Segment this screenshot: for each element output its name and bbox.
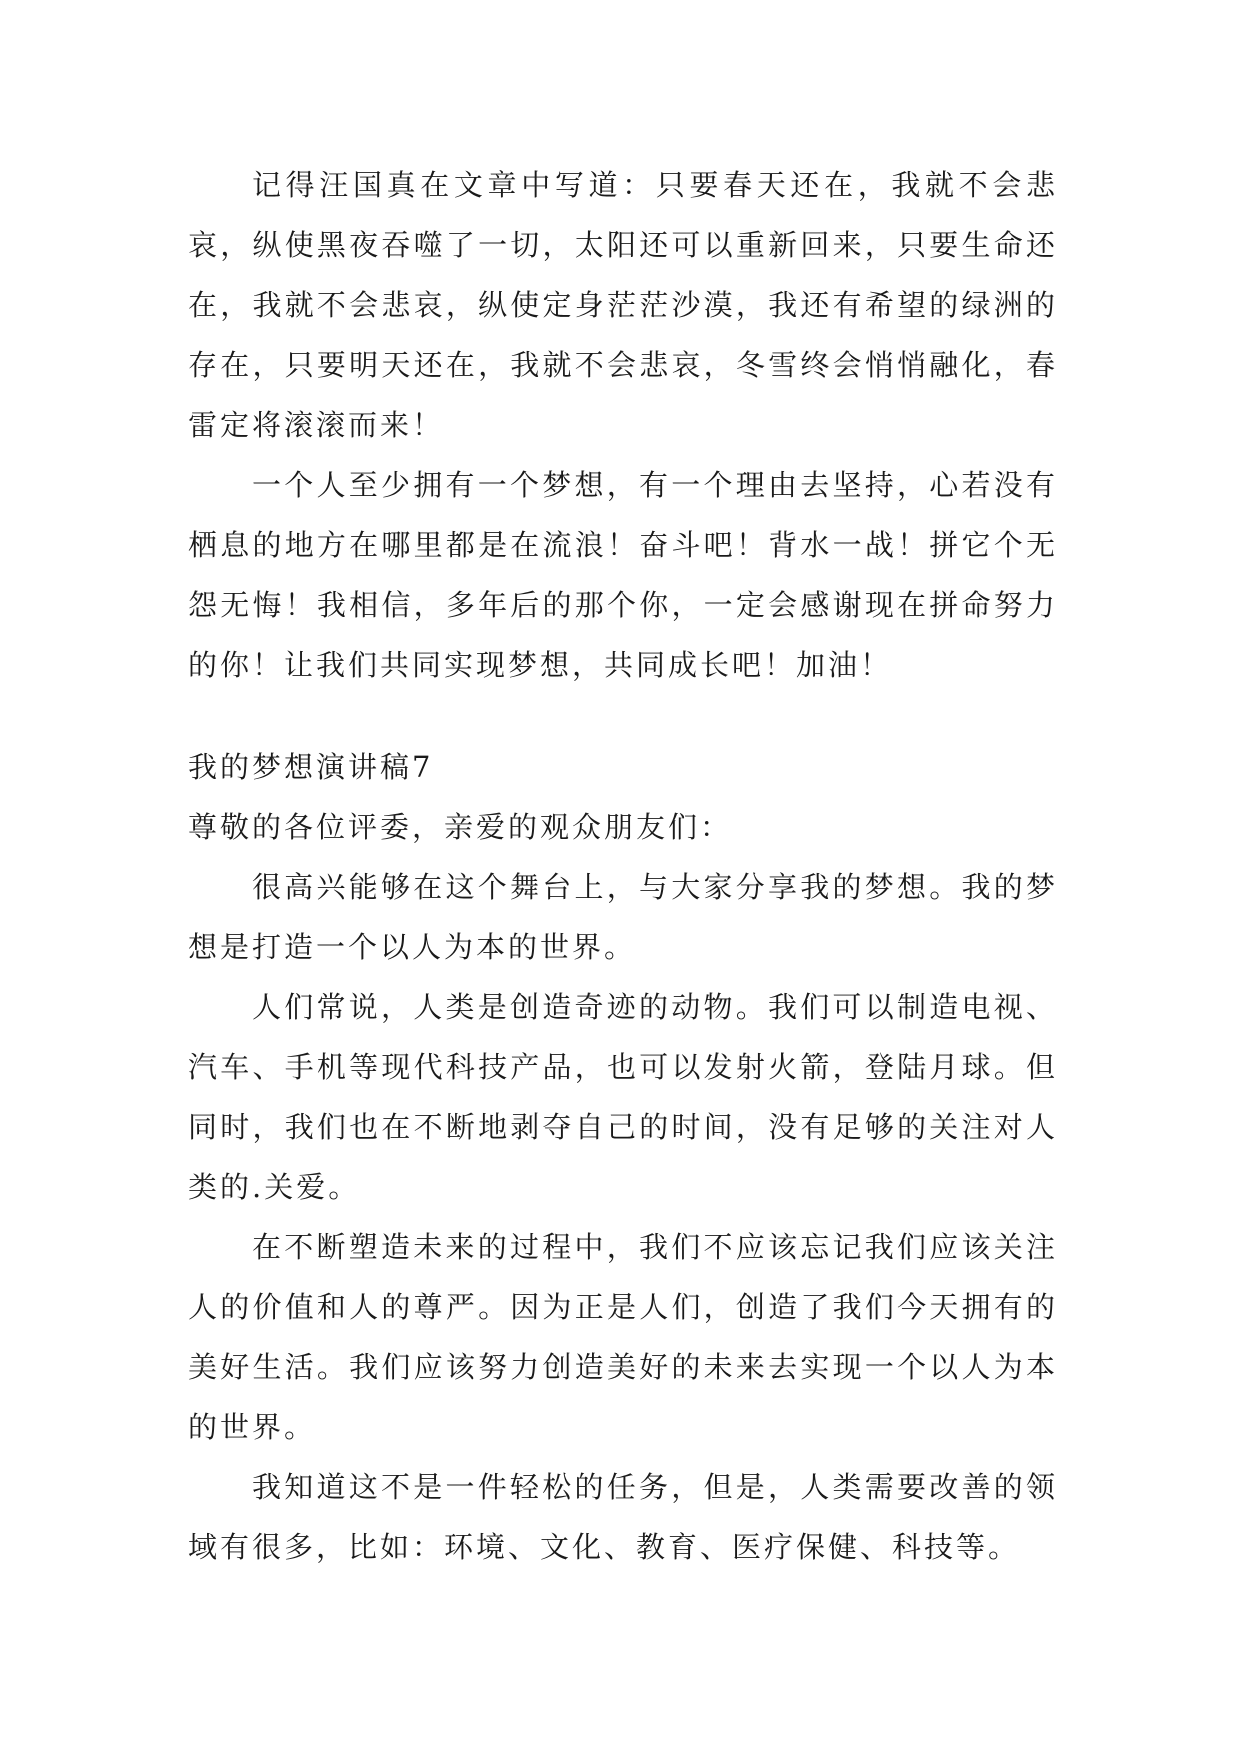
speech-salutation: 尊敬的各位评委，亲爱的观众朋友们： (188, 810, 733, 844)
paragraph-dream-encouragement: 一个人至少拥有一个梦想，有一个理由去坚持，心若没有栖息的地方在哪里都是在流浪！奋斗吧！背水一战！拼它个无怨无悔！我相信，多年后的那个你，一定会感谢现在拼命努力的你！让我们共同实现梦想，共同成长吧！加油！ (188, 468, 1058, 682)
paragraph-improvement-areas: 我知道这不是一件轻松的任务，但是，人类需要改善的领域有很多，比如：环境、文化、教育、医疗保健、科技等。 (188, 1470, 1058, 1564)
paragraph-human-miracles: 人们常说，人类是创造奇迹的动物。我们可以制造电视、汽车、手机等现代科技产品，也可以发射火箭，登陆月球。但同时，我们也在不断地剥夺自己的时间，没有足够的关注对人类的.关爱。 (188, 990, 1058, 1204)
paragraph-wang-guozhen-quote: 记得汪国真在文章中写道：只要春天还在，我就不会悲哀，纵使黑夜吞噬了一切，太阳还可以重新回来，只要生命还在，我就不会悲哀，纵使定身茫茫沙漠，我还有希望的绿洲的存在，只要明天还在，我就不会悲哀，冬雪终会悄悄融化，春雷定将滚滚而来！ (188, 168, 1058, 442)
paragraph-human-value: 在不断塑造未来的过程中，我们不应该忘记我们应该关注人的价值和人的尊严。因为正是人们，创造了我们今天拥有的美好生活。我们应该努力创造美好的未来去实现一个以人为本的世界。 (188, 1230, 1058, 1444)
speech-title: 我的梦想演讲稿7 (188, 750, 434, 784)
document-body (188, 155, 1058, 1577)
paragraph-intro: 很高兴能够在这个舞台上，与大家分享我的梦想。我的梦想是打造一个以人为本的世界。 (188, 870, 1058, 964)
